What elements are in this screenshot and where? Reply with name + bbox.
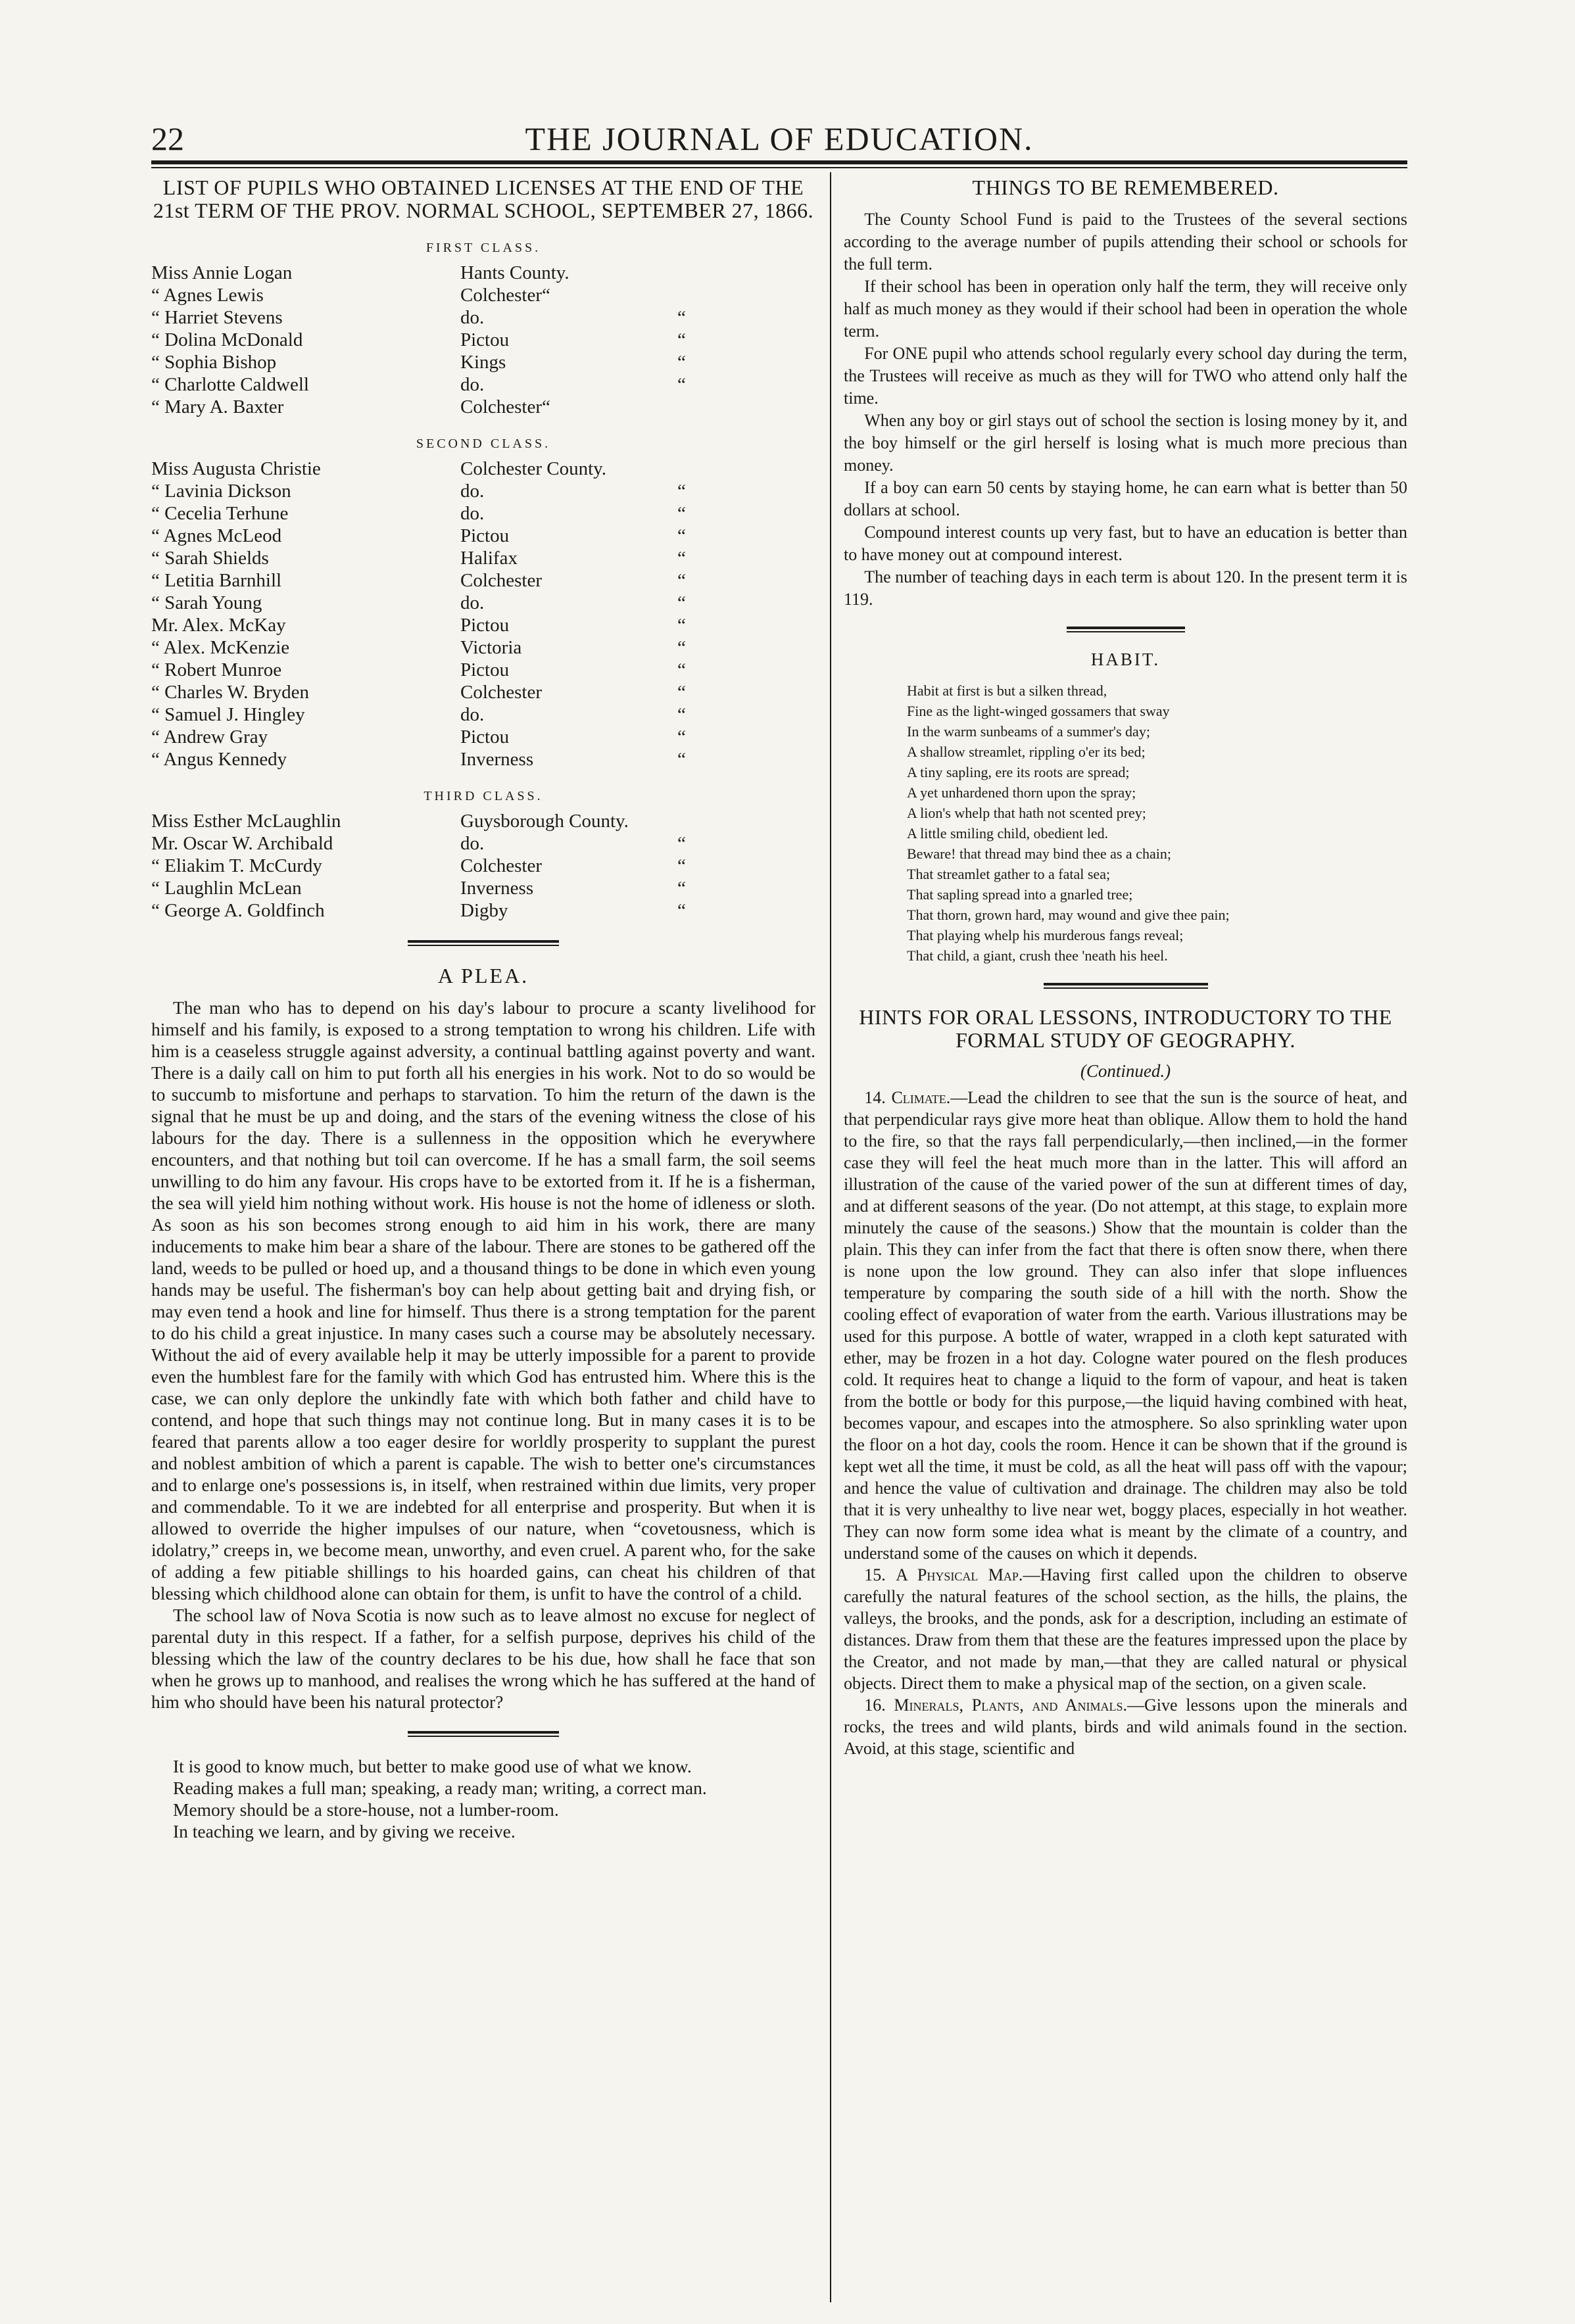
ditto-mark: “: [677, 548, 686, 569]
poem-line: A shallow streamlet, rippling o'er its bed;: [907, 744, 1146, 760]
pupil-name: Miss Annie Logan: [151, 262, 293, 283]
left-column: [151, 176, 815, 2304]
pupil-row: [151, 373, 815, 396]
pupils-heading: LIST OF PUPILS WHO OBTAINED LICENSES AT THE END OF THE 21st TERM OF THE PROV. NORMAL SCHOOL, SEPTEMBER 27, 1866.: [153, 176, 814, 222]
pupil-row: [151, 329, 815, 351]
maxim: It is good to know much, but better to make good use of what we know.: [173, 1756, 692, 1776]
right-column: [844, 176, 1407, 2304]
hints-paragraph: [844, 1087, 1407, 1564]
maxim: Reading makes a full man; speaking, a ready man; writing, a correct man.: [173, 1778, 707, 1798]
class-block: [151, 237, 815, 418]
class-rows: [151, 262, 815, 418]
maxim: In teaching we learn, and by giving we receive.: [173, 1821, 516, 1841]
ditto-mark: “: [677, 900, 686, 921]
pupil-row: [151, 547, 815, 569]
pupil-row: [151, 502, 815, 525]
pupil-county: Pictou: [460, 726, 510, 747]
pupil-county: Colchester: [460, 570, 543, 591]
class-block: [151, 785, 815, 922]
pupil-county: Colchester“: [460, 396, 550, 417]
pupil-county: do.: [460, 481, 485, 502]
pupil-county: do.: [460, 503, 485, 524]
pupil-name: “ Laughlin McLean: [151, 878, 302, 899]
pupil-name: “ Robert Munroe: [151, 659, 282, 680]
pupil-row: [151, 832, 815, 855]
pupil-county: Colchester: [460, 855, 543, 876]
ditto-mark: “: [677, 855, 686, 876]
pupil-row: [151, 284, 815, 306]
continued-note: (Continued.): [1080, 1061, 1171, 1081]
maxim: Memory should be a store-house, not a lumber-room.: [173, 1799, 559, 1820]
pupil-row: [151, 899, 815, 922]
pupil-name: “ George A. Goldfinch: [151, 900, 325, 921]
pupil-name: “ Agnes McLeod: [151, 525, 282, 546]
things-paragraph: If a boy can earn 50 cents by staying home, he can earn what is better than 50 dollars at school.: [844, 478, 1407, 519]
things-heading: THINGS TO BE REMEMBERED.: [972, 176, 1279, 199]
pupil-county: Colchester County.: [460, 458, 607, 479]
paragraph-text: —Lead the children to see that the sun is the source of heat, and that perpendicular rays give more heat than oblique. Allow them to hold the hand to the fire, so that the rays fall perpendicularly,—then inclined,—in the former case they will feel the heat much more than in the latter. This will afford an illustration of the cause of the varied power of the sun at different times of day, and at different seasons of the year. (Do not attempt, at this stage, to explain more minutely the cause of the seasons.) Show that the mountain is colder than the plain. This they can infer from the fact that there is often snow there, when there is none upon the low ground. They can also infer that slope influences temperature by comparing the south side of a hill with the north. Show the cooling effect of evaporation of water from the earth. Various illustrations may be used for this purpose. A bottle of water, wrapped in a cloth kept saturated with ether, may be frozen in a hot day. Cologne water poured on the flesh produces cold. It requires heat to change a liquid to the form of vapour, and heat is taken from the bottle or body for this purpose,—the liquid having combined with heat, becomes vapour, and escapes into the atmosphere. So also sprinkling water upon the floor on a hot day, cools the room. Hence it can be shown that if the ground is kept wet all the time, it must be cold, as all the heat will pass off with the vapour; and hence the value of cultivation and drainage. The children may also be told that it is very unhealthy to live near wet, boggy places, especially in hot weather. They can now form some idea what is meant by the climate of a country, and understand some of the causes on which it depends.: [844, 1088, 1407, 1563]
pupil-row: [151, 458, 815, 480]
pupil-county: Colchester“: [460, 285, 550, 306]
class-rows: [151, 458, 815, 771]
pupil-name: “ Samuel J. Hingley: [151, 704, 305, 725]
pupil-row: [151, 703, 815, 726]
pupil-county: do.: [460, 307, 485, 328]
paragraph-lead: Minerals, Plants, and Animals.: [894, 1696, 1127, 1715]
journal-title: THE JOURNAL OF EDUCATION.: [525, 120, 1034, 157]
pupil-name: “ Sarah Young: [151, 592, 262, 613]
pupil-name: “ Cecelia Terhune: [151, 503, 289, 524]
ditto-mark: “: [677, 307, 686, 328]
habit-heading: HABIT.: [1090, 650, 1161, 669]
pupil-row: [151, 659, 815, 681]
paragraph-number: 16.: [864, 1696, 886, 1715]
poem-line: A lion's whelp that hath not scented prey;: [907, 805, 1146, 821]
pupil-row: [151, 592, 815, 614]
pupil-name: Miss Augusta Christie: [151, 458, 321, 479]
pupils-roster: [151, 237, 815, 922]
pupil-name: “ Alex. McKenzie: [151, 637, 290, 658]
pupil-row: [151, 810, 815, 832]
poem-line: That sapling spread into a gnarled tree;: [907, 886, 1133, 903]
things-paragraph: If their school has been in operation only half the term, they will receive only half as much money as they would if their school had been in operation the whole term.: [844, 277, 1407, 341]
poem-line: Habit at first is but a silken thread,: [907, 682, 1107, 699]
poem-line: Beware! that thread may bind thee as a chain;: [907, 845, 1171, 862]
ditto-mark: “: [677, 878, 686, 899]
ditto-mark: “: [677, 481, 686, 502]
plea-paragraph: The man who has to depend on his day's labour to procure a scanty livelihood for himself and his family, is exposed to a strong temptation to wrong his children. Life with him is a ceaseless struggle against adversity, a continual battling against poverty and want. There is a daily call on him to put forth all his energies in his work. Not to do so would be to succumb to misfortune and perhaps to starvation. To him the return of the dawn is the signal that he must be up and doing, and the stars of the evening witness the close of his labours for the day. There is a sullenness in the opposition which he everywhere encounters, and that nothing but toil can overcome. If he has a small farm, the soil seems unwilling to do him any favour. His crops have to be extorted from it. If he is a fisherman, the sea will yield him nothing without work. His house is not the home of idleness or sloth. As soon as his son becomes strong enough to aid him in his work, there are many inducements to make him bear a share of the labour. There are stones to be gathered off the land, weeds to be pulled or hoed up, and a thousand things to be done in which even young hands may be useful. The fisherman's boy can help about getting bait and drying fish, or may even tend a hook and line for himself. Thus there is a strong temptation for the parent to do his child a great injustice. In many cases such a course may be absolutely necessary. Without the aid of every available help it may be utterly impossible for a parent to provide even the humblest fare for the family with which God has entrusted him. Where this is the case, we can only deplore the unkindly fate with which both father and child have to contend, and hope that such things may not continue long. But in many cases it is to be feared that parents allow a too eager desire for worldly prosperity to supplant the purest and noblest ambition of which a parent is capable. The wish to better one's circumstances and to enlarge one's possessions is, in itself, when restrained within due limits, very proper and commendable. To it we are indebted for all enterprise and prosperity. But when it is allowed to override the higher impulses of our nature, when “covetousness, which is idolatry,” creeps in, we become mean, unworthy, and even cruel. A parent who, for the sake of adding a few pitiable shillings to his hoarded gains, can cheat his children of that blessing which childhood alone can obtain for them, is unfit to have the control of a child.: [151, 997, 815, 1603]
pupil-name: “ Eliakim T. McCurdy: [151, 855, 322, 876]
things-paragraph: When any boy or girl stays out of school the section is losing money by it, and the boy himself or the girl herself is losing what is much more precious than money.: [844, 411, 1407, 475]
poem-line: A yet unhardened thorn upon the spray;: [907, 784, 1136, 801]
pupil-row: [151, 855, 815, 877]
paragraph-number: 14.: [864, 1088, 886, 1107]
pupil-name: “ Angus Kennedy: [151, 749, 287, 770]
ditto-mark: [677, 284, 717, 306]
class-title: FIRST CLASS.: [425, 241, 541, 255]
pupil-name: “ Andrew Gray: [151, 726, 268, 747]
ditto-mark: “: [677, 704, 686, 725]
pupil-row: [151, 726, 815, 748]
things-paragraph: The number of teaching days in each term is about 120. In the present term it is 119.: [844, 567, 1407, 609]
ditto-mark: “: [677, 726, 686, 747]
paragraph-lead: Climate.: [891, 1088, 951, 1107]
hints-body: [844, 1087, 1407, 1759]
poem-line: In the warm sunbeams of a summer's day;: [907, 723, 1150, 740]
pupil-county: Digby: [460, 900, 508, 921]
ditto-mark: [677, 262, 717, 284]
section-divider: [1067, 627, 1185, 632]
pupil-name: “ Charles W. Bryden: [151, 682, 310, 703]
pupil-row: [151, 569, 815, 592]
hints-heading: HINTS FOR ORAL LESSONS, INTRODUCTORY TO THE FORMAL STUDY OF GEOGRAPHY.: [859, 1005, 1392, 1052]
class-block: [151, 433, 815, 771]
pupil-row: [151, 614, 815, 636]
pupil-row: [151, 262, 815, 284]
plea-paragraph: The school law of Nova Scotia is now such as to leave almost no excuse for neglect of parental duty in this respect. If a father, for a selfish purpose, deprives his child of the blessing which the law of the country declares to be his due, how shall he face that son when he grows up to manhood, and realises the wrong which he has suffered at the hand of him who should have been his natural protector?: [151, 1605, 815, 1712]
poem-line: That streamlet gather to a fatal sea;: [907, 866, 1111, 882]
pupil-county: Kings: [460, 352, 506, 373]
pupil-name: “ Agnes Lewis: [151, 285, 264, 306]
ditto-mark: “: [677, 374, 686, 395]
pupil-row: [151, 351, 815, 373]
poem-line: That child, a giant, crush thee 'neath his heel.: [907, 947, 1168, 964]
ditto-mark: “: [677, 592, 686, 613]
habit-poem: [907, 680, 1407, 966]
pupil-county: Inverness: [460, 749, 534, 770]
class-title: THIRD CLASS.: [424, 789, 543, 803]
ditto-mark: “: [677, 833, 686, 854]
pupil-county: Victoria: [460, 637, 522, 658]
pupil-name: Miss Esther McLaughlin: [151, 811, 341, 832]
paragraph-text: —Give lessons upon the minerals and rocks, the trees and wild plants, birds and wild animals found in the section. Avoid, at this stage, scientific and: [844, 1696, 1407, 1758]
poem-line: A little smiling child, obedient led.: [907, 825, 1109, 842]
pupil-row: [151, 681, 815, 703]
pupil-county: Inverness: [460, 878, 534, 899]
poem-line: A tiny sapling, ere its roots are spread;: [907, 764, 1130, 780]
paragraph-number: 15.: [864, 1565, 886, 1584]
ditto-mark: “: [677, 503, 686, 524]
hints-paragraph: [844, 1564, 1407, 1694]
section-divider: [408, 1731, 559, 1737]
ditto-mark: “: [677, 525, 686, 546]
ditto-mark: [677, 458, 717, 480]
poem-line: Fine as the light-winged gossamers that sway: [907, 703, 1170, 719]
pupil-name: “ Mary A. Baxter: [151, 396, 284, 417]
things-paragraph: The County School Fund is paid to the Trustees of the several sections according to the average number of pupils attending their school or schools for the full term.: [844, 210, 1407, 273]
pupil-county: Hants County.: [460, 262, 569, 283]
pupil-name: “ Sarah Shields: [151, 548, 269, 569]
pupil-row: [151, 748, 815, 771]
pupil-row: [151, 636, 815, 659]
pupil-county: do.: [460, 592, 485, 613]
ditto-mark: “: [677, 352, 686, 373]
ditto-mark: “: [677, 749, 686, 770]
class-title: SECOND CLASS.: [416, 437, 551, 451]
pupil-county: Colchester: [460, 682, 543, 703]
pupil-row: [151, 877, 815, 899]
pupil-name: “ Charlotte Caldwell: [151, 374, 309, 395]
plea-heading: A PLEA.: [437, 964, 529, 987]
pupil-row: [151, 525, 815, 547]
pupil-name: “ Sophia Bishop: [151, 352, 277, 373]
poem-line: That thorn, grown hard, may wound and give thee pain;: [907, 907, 1230, 923]
pupil-name: “ Lavinia Dickson: [151, 481, 291, 502]
pupil-county: Pictou: [460, 329, 510, 350]
poem-line: That playing whelp his murderous fangs reveal;: [907, 927, 1184, 943]
pupil-county: Pictou: [460, 525, 510, 546]
ditto-mark: “: [677, 570, 686, 591]
pupil-county: Halifax: [460, 548, 518, 569]
paragraph-text: —Having first called upon the children to observe carefully the natural features of the school section, as the hills, the plains, the valleys, the brooks, and the ponds, ask for a description, including an estimate of distances. Draw from them that these are the features impressed upon the place by the Creator, and not made by man,—that they are called natural or physical objects. Direct them to make a physical map of the section, on a given scale.: [844, 1565, 1407, 1693]
pupil-county: Guysborough County.: [460, 811, 629, 832]
pupil-county: Pictou: [460, 615, 510, 636]
paragraph-lead: A Physical Map.: [896, 1565, 1023, 1584]
column-rule: [830, 172, 831, 2302]
masthead-rule: [151, 160, 1407, 168]
section-divider: [1044, 983, 1208, 989]
ditto-mark: “: [677, 659, 686, 680]
pupil-row: [151, 480, 815, 502]
things-paragraph: Compound interest counts up very fast, but to have an education is better than to have money out at compound interest.: [844, 523, 1407, 564]
pupil-name: “ Letitia Barnhill: [151, 570, 282, 591]
pupil-county: Pictou: [460, 659, 510, 680]
hints-paragraph: [844, 1694, 1407, 1759]
class-rows: [151, 810, 815, 922]
pupil-name: Mr. Oscar W. Archibald: [151, 833, 333, 854]
pupil-county: do.: [460, 704, 485, 725]
ditto-mark: “: [677, 682, 686, 703]
ditto-mark: “: [677, 615, 686, 636]
pupil-name: “ Dolina McDonald: [151, 329, 303, 350]
things-paragraph: For ONE pupil who attends school regularly every school day during the term, the Trustees will receive as much as they will for TWO who attend only half the time.: [844, 344, 1407, 408]
pupil-row: [151, 306, 815, 329]
pupil-county: do.: [460, 374, 485, 395]
pupil-name: Mr. Alex. McKay: [151, 615, 286, 636]
pupil-row: [151, 396, 815, 418]
ditto-mark: “: [677, 329, 686, 350]
ditto-mark: [677, 810, 717, 832]
pupil-name: “ Harriet Stevens: [151, 307, 283, 328]
pupil-county: do.: [460, 833, 485, 854]
page-number: 22: [151, 120, 184, 157]
ditto-mark: “: [677, 637, 686, 658]
section-divider: [408, 940, 559, 946]
ditto-mark: [677, 396, 717, 418]
